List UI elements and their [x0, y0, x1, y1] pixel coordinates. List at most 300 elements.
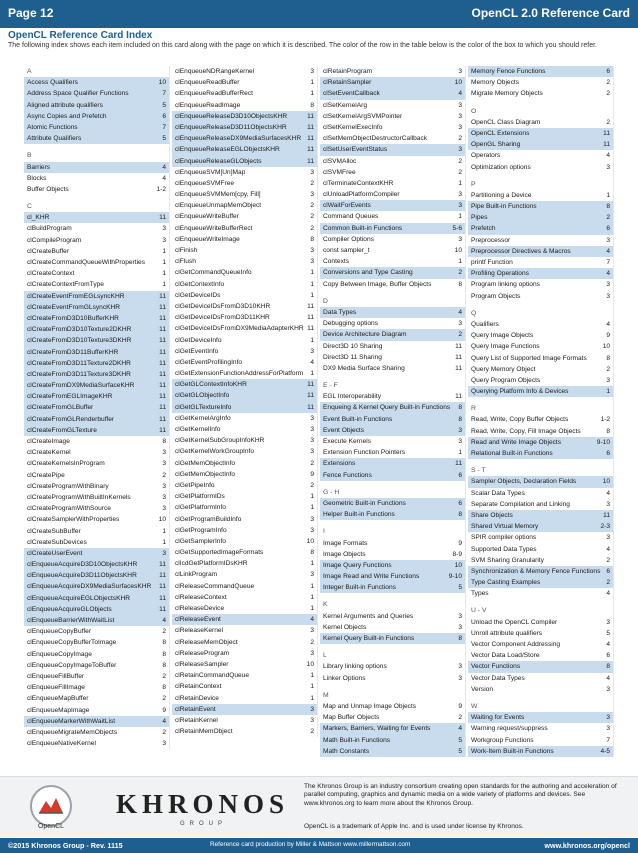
index-entry	[24, 77, 169, 88]
entry-page: 11	[455, 353, 462, 361]
entry-page: 4-5	[600, 747, 610, 755]
entry-label: Command Queues	[323, 213, 379, 221]
entry-page: 3	[606, 534, 610, 542]
entry-page: 3	[458, 320, 462, 328]
entry-label: Async Copies and Prefetch	[27, 112, 107, 120]
entry-page: 2	[458, 157, 462, 165]
entry-page: 8	[606, 663, 610, 671]
entry-label: clRetainProgram	[323, 68, 373, 75]
index-entry	[24, 537, 169, 548]
index-entry	[320, 402, 465, 413]
index-entry	[468, 414, 613, 425]
entry-page: 1	[310, 280, 314, 288]
index-entry	[320, 633, 465, 644]
index-entry	[468, 77, 613, 88]
entry-label: Integer Built-in Functions	[323, 584, 396, 592]
index-column-2	[172, 66, 318, 737]
entry-label: clEnqueueReleaseGLObjects	[175, 157, 262, 165]
entry-page: 1	[162, 527, 166, 535]
entry-page: 2	[310, 481, 314, 489]
entry-page: 11	[307, 135, 314, 143]
index-entry	[24, 223, 169, 234]
index-entry	[172, 245, 317, 256]
entry-label: clEnqueueAcquireDX9MediaSurfacesKHR	[27, 583, 152, 591]
entry-label: clGetEventInfo	[175, 347, 219, 355]
entry-label: clReleaseKernel	[175, 627, 224, 635]
index-entry	[468, 426, 613, 437]
entry-label: clEnqueueReleaseDX9MediaSurfacesKHR	[175, 135, 302, 143]
index-entry	[172, 502, 317, 513]
entry-label: clEnqueueSVMMem[cpy, Fill]	[175, 191, 261, 199]
index-entry	[172, 525, 317, 536]
entry-page: 1	[162, 259, 166, 266]
index-entry	[172, 167, 317, 178]
section-letter-label: R	[471, 405, 476, 413]
entry-label: Workgroup Functions	[471, 736, 534, 744]
entry-page: 4	[606, 641, 610, 648]
entry-label: clCreateEventFromGLsyncKHR	[27, 303, 121, 311]
entry-label: clGetMemObjectInfo	[175, 470, 236, 478]
entry-label: clCreateFromGLTexture	[27, 426, 97, 434]
index-entry	[24, 347, 169, 358]
index-entry	[24, 88, 169, 99]
entry-label: clEnqueueMigrateMemObjects	[27, 728, 118, 736]
entry-page: 4	[606, 247, 610, 255]
index-entry	[468, 235, 613, 246]
index-entry	[320, 178, 465, 189]
entry-page: 9	[162, 706, 166, 714]
entry-page: 1	[310, 694, 314, 702]
entry-page: 4	[606, 152, 610, 160]
entry-label: Scalar Data Types	[471, 489, 525, 497]
entry-label: clReleaseCommandQueue	[175, 582, 255, 590]
entry-page: 8	[162, 650, 166, 658]
entry-label: Kernel Arguments and Queries	[323, 612, 414, 620]
index-entry	[468, 246, 613, 257]
section-letter	[468, 106, 613, 117]
index-entry	[468, 330, 613, 341]
index-entry	[320, 211, 465, 222]
index-entry	[320, 256, 465, 267]
entry-label: clCreateProgramWithBinary	[27, 482, 109, 490]
entry-label: Data Types	[323, 308, 357, 316]
entry-label: clEnqueueFillBuffer	[27, 672, 85, 680]
index-entry	[172, 379, 317, 390]
index-entry	[172, 402, 317, 413]
index-entry	[172, 413, 317, 424]
index-entry	[320, 267, 465, 278]
index-entry	[24, 593, 169, 604]
entry-page: 5	[458, 736, 462, 744]
entry-label: Atomic Functions	[27, 123, 78, 131]
entry-label: clEnqueueNDRangeKernel	[175, 68, 255, 75]
entry-label: Read and Write Image Objects	[471, 438, 562, 446]
entry-page: 3	[162, 236, 166, 244]
entry-label: clEnqueueCopyBufferToImage	[27, 639, 117, 647]
index-entry	[468, 88, 613, 99]
entry-label: Math Built-in Functions	[323, 736, 391, 744]
entry-page: 2	[606, 214, 610, 222]
section-letter	[468, 605, 613, 616]
trademark-note: OpenCL is a trademark of Apple Inc. and is used under license by Khronos.	[304, 823, 524, 830]
entry-label: Map and Unmap Image Objects	[323, 702, 417, 710]
index-entry	[320, 436, 465, 447]
index-entry	[172, 111, 317, 122]
index-entry	[320, 329, 465, 340]
entry-page: 11	[307, 157, 314, 165]
index-entry	[172, 346, 317, 357]
index-entry	[468, 437, 613, 448]
index-entry	[172, 458, 317, 469]
entry-label: Buffer Objects	[27, 185, 69, 193]
entry-page: 3	[606, 236, 610, 244]
index-entry	[468, 375, 613, 386]
entry-label: clEnqueueWriteImage	[175, 235, 240, 243]
entry-page: 1	[458, 179, 462, 187]
entry-page: 9	[310, 470, 314, 478]
index-entry	[24, 570, 169, 581]
index-entry	[24, 358, 169, 369]
entry-label: clCreateContext	[27, 270, 75, 278]
index-entry	[24, 414, 169, 425]
entry-page: 2	[162, 728, 166, 736]
entry-label: Address Space Qualifier Functions	[27, 90, 129, 98]
entry-page: 7	[162, 123, 166, 131]
entry-label: clEnqueueReadImage	[175, 101, 241, 109]
index-entry	[468, 190, 613, 201]
entry-page: 7	[606, 259, 610, 266]
entry-label: clReleaseDevice	[175, 605, 225, 612]
entry-label: Optimization options	[471, 163, 531, 171]
entry-label: SVM Sharing Granularity	[471, 556, 544, 564]
entry-page: 3	[310, 627, 314, 635]
index-entry	[468, 476, 613, 487]
entry-page: 2	[606, 118, 610, 126]
entry-label: clRetainCommandQueue	[175, 672, 250, 680]
entry-page: 2	[162, 695, 166, 703]
entry-page: 2	[162, 672, 166, 680]
entry-page: 3	[458, 623, 462, 631]
entry-label: clGetDeviceIDs	[175, 291, 221, 299]
entry-page: 3	[458, 674, 462, 682]
entry-page: 3	[458, 146, 462, 154]
entry-page: 11	[159, 326, 166, 334]
entry-label: clGetDeviceIDsFromDX9MediaAdapterKHR	[175, 325, 304, 333]
index-entry	[468, 577, 613, 588]
entry-page: 6	[162, 112, 166, 120]
index-entry	[172, 726, 317, 737]
page-header	[0, 0, 638, 28]
entry-label: clGetProgramBuildInfo	[175, 515, 242, 523]
entry-label: clSetKernelArg	[323, 101, 367, 109]
entry-label: OpenGL Sharing	[471, 141, 521, 149]
entry-label: clSetMemObjectDestructorCallback	[323, 135, 428, 143]
index-entry	[172, 614, 317, 625]
index-entry	[320, 133, 465, 144]
entry-label: clEnqueueReleaseD3D10ObjectsKHR	[175, 112, 288, 120]
index-entry	[172, 424, 317, 435]
entry-page: 11	[603, 129, 610, 137]
entry-label: clGetGLTextureInfo	[175, 403, 232, 411]
entry-label: clGetPlatformIDs	[175, 493, 225, 501]
index-entry	[172, 659, 317, 670]
entry-page: 3	[458, 123, 462, 131]
index-entry	[320, 122, 465, 133]
index-entry	[172, 368, 317, 379]
entry-label: clGetMemObjectInfo	[175, 459, 236, 467]
entry-label: Partitioning a Device	[471, 191, 532, 199]
index-entry	[172, 122, 317, 133]
section-letter-label: W	[471, 702, 478, 710]
index-entry	[24, 268, 169, 279]
entry-label: clGetDeviceIDsFromD3D11KHR	[175, 314, 270, 322]
index-entry	[172, 625, 317, 636]
index-entry	[172, 558, 317, 569]
entry-page: 11	[159, 337, 166, 345]
entry-label: clGetCommandQueueInfo	[175, 269, 252, 277]
index-entry	[172, 178, 317, 189]
website-link[interactable]: www.khronos.org/opencl	[544, 841, 630, 850]
section-letter-label: P	[471, 180, 476, 188]
index-entry	[320, 712, 465, 723]
index-entry	[320, 111, 465, 122]
entry-label: Warning request/suppress	[471, 725, 548, 733]
entry-page: 8	[310, 549, 314, 557]
entry-page: 11	[159, 292, 166, 300]
index-entry	[320, 167, 465, 178]
entry-page: 3	[310, 191, 314, 199]
index-entry	[24, 738, 169, 749]
entry-label: Migrate Memory Objects	[471, 90, 543, 98]
index-entry	[468, 268, 613, 279]
entry-page: 3	[606, 725, 610, 733]
index-entry	[24, 369, 169, 380]
page-number: Page 12	[8, 6, 54, 20]
entry-page: 1	[310, 493, 314, 501]
index-entry	[24, 279, 169, 290]
index-entry	[320, 318, 465, 329]
section-letter-label: U - V	[471, 607, 487, 615]
index-entry	[24, 402, 169, 413]
khronos-group-label: GROUP	[180, 821, 228, 827]
entry-page: 1	[310, 370, 314, 378]
entry-label: clCreatePipe	[27, 471, 65, 479]
index-entry	[468, 291, 613, 302]
section-letter	[320, 650, 465, 661]
entry-page: 9	[458, 702, 462, 710]
entry-label: Event Objects	[323, 426, 365, 434]
entry-label: Synchronization & Memory Fence Functions	[471, 567, 601, 575]
index-entry	[24, 615, 169, 626]
section-letter-label: Q	[471, 309, 477, 317]
index-entry	[468, 66, 613, 77]
entry-label: clSVMAlloc	[323, 157, 357, 165]
entry-page: 11	[159, 303, 166, 311]
entry-page: 3	[606, 500, 610, 508]
entry-label: Image Query Functions	[323, 561, 392, 569]
index-entry	[24, 492, 169, 503]
entry-page: 1	[310, 269, 314, 277]
index-entry	[172, 66, 317, 77]
index-entry	[24, 257, 169, 268]
entry-page: 1	[310, 605, 314, 612]
entry-label: clGetKernelSubGroupInfoKHR	[175, 437, 265, 445]
entry-label: Vector Data Load/Store	[471, 652, 540, 660]
index-entry	[320, 746, 465, 757]
entry-label: Waiting for Events	[471, 714, 525, 722]
entry-page: 7	[606, 736, 610, 744]
entry-label: clEnqueueCopyBuffer	[27, 628, 92, 636]
index-entry	[320, 701, 465, 712]
entry-label: clCreateSubDevices	[27, 538, 87, 546]
entry-label: Aligned attribute qualifiers	[27, 101, 103, 109]
section-letter-label: A	[27, 68, 32, 75]
entry-page: 8	[162, 661, 166, 669]
entry-page: 11	[603, 141, 610, 149]
entry-page: 9-10	[596, 438, 610, 446]
index-entry	[172, 536, 317, 547]
section-letter-label: S - T	[471, 467, 486, 475]
entry-label: Pipe Built-in Functions	[471, 203, 537, 211]
index-entry	[468, 735, 613, 746]
section-letter-label: O	[471, 107, 477, 115]
index-entry	[24, 548, 169, 559]
entry-page: 11	[159, 415, 166, 423]
entry-label: Query List of Supported Image Formats	[471, 354, 587, 362]
entry-page: 3	[606, 714, 610, 722]
entry-page: 3	[162, 449, 166, 457]
index-entry	[172, 256, 317, 267]
section-letter	[320, 487, 465, 498]
entry-page: 11	[159, 359, 166, 367]
entry-page: 3	[162, 460, 166, 468]
entry-page: 4	[606, 270, 610, 278]
entry-page: 1	[606, 388, 610, 396]
entry-page: 8	[606, 354, 610, 362]
opencl-label: OpenCL	[37, 823, 65, 830]
index-entry	[468, 588, 613, 599]
index-entry	[320, 341, 465, 352]
index-entry	[320, 470, 465, 481]
entry-page: 1	[310, 672, 314, 680]
index-entry	[468, 448, 613, 459]
index-entry	[24, 122, 169, 133]
index-entry	[24, 313, 169, 324]
entry-label: clGetSamplerInfo	[175, 537, 226, 545]
index-entry	[320, 549, 465, 560]
index-entry	[172, 446, 317, 457]
entry-label: Execute Kernels	[323, 438, 372, 445]
entry-page: 10	[158, 516, 166, 524]
entry-label: clReleaseContext	[175, 593, 227, 601]
section-letter-label: G - H	[323, 488, 340, 496]
index-entry	[172, 144, 317, 155]
entry-label: clEnqueueReleaseEGLObjectsKHR	[175, 146, 280, 154]
entry-page: 11	[159, 404, 166, 412]
entry-label: clGetContextInfo	[175, 280, 225, 288]
entry-page: 4	[606, 674, 610, 682]
index-intro: The following index shows each item included on this card along with the page on which it is described. The color of the row in the table below is the color of the box to which you should refer.	[8, 42, 597, 49]
entry-page: 11	[307, 112, 314, 120]
entry-page: 3	[458, 68, 462, 75]
entry-label: clEnqueueWriteBuffer	[175, 213, 239, 221]
index-entry	[172, 648, 317, 659]
entry-page: 11	[159, 572, 166, 580]
entry-page: 1	[310, 79, 314, 87]
index-entry	[320, 66, 465, 77]
entry-page: 1	[310, 560, 314, 568]
index-entry	[468, 746, 613, 757]
entry-label: clGetSupportedImageFormats	[175, 549, 264, 557]
index-entry	[468, 521, 613, 532]
entry-page: 11	[159, 594, 166, 602]
entry-label: clEnqueueMapBuffer	[27, 695, 89, 703]
section-letter	[320, 380, 465, 391]
entry-page: 4	[162, 717, 166, 725]
entry-page: 3	[606, 618, 610, 626]
entry-page: 2	[310, 202, 314, 210]
entry-label: clRetainDevice	[175, 694, 219, 702]
entry-page: 3	[162, 549, 166, 557]
entry-label: Supported Data Types	[471, 545, 537, 553]
index-entry	[468, 544, 613, 555]
entry-label: clCreateKernelsInProgram	[27, 460, 105, 468]
entry-page: 5	[458, 747, 462, 755]
entry-label: clIcdGetPlatformIDsKHR	[175, 560, 248, 568]
entry-page: 3	[310, 448, 314, 456]
entry-page: 3	[310, 426, 314, 433]
entry-label: Image Formats	[323, 539, 368, 547]
entry-label: clRetainSampler	[323, 79, 372, 87]
entry-label: Math Constants	[323, 747, 370, 755]
entry-label: clEnqueueAcquireD3D10ObjectsKHR	[27, 561, 138, 569]
index-entry	[468, 257, 613, 268]
index-entry	[24, 649, 169, 660]
entry-label: Direct3D 10 Sharing	[323, 342, 383, 350]
entry-page: 8	[606, 203, 610, 211]
entry-label: Program linking options	[471, 281, 540, 289]
entry-label: clFlush	[175, 258, 196, 266]
entry-page: 4	[310, 616, 314, 624]
entry-label: clSetKernelArgSVMPointer	[323, 112, 403, 120]
index-entry	[172, 77, 317, 88]
index-entry	[320, 661, 465, 672]
entry-label: clRetainMemObject	[175, 728, 233, 736]
entry-page: 3	[458, 101, 462, 109]
entry-page: 1	[162, 538, 166, 546]
index-entry	[172, 670, 317, 681]
entry-page: 5	[162, 135, 166, 143]
entry-label: clCreateFromD3D11Texture3DKHR	[27, 370, 131, 378]
entry-label: Contexts	[323, 258, 350, 266]
entry-label: Query Image Objects	[471, 332, 534, 340]
index-entry	[320, 735, 465, 746]
entry-page: 8	[458, 280, 462, 288]
index-entry	[24, 335, 169, 346]
entry-label: clSVMFree	[323, 168, 356, 176]
entry-label: OpenCL Extensions	[471, 129, 530, 137]
entry-label: Copy Between Image, Buffer Objects	[323, 280, 432, 288]
index-entry	[320, 279, 465, 290]
entry-page: 11	[159, 561, 166, 569]
entry-label: clGetEventProfilingInfo	[175, 358, 243, 366]
entry-label: Qualifiers	[471, 320, 499, 328]
entry-page: 3	[310, 347, 314, 355]
entry-page: 2	[310, 728, 314, 736]
entry-label: Enqueing & Kernel Query Built-in Functions	[323, 404, 451, 412]
entry-label: Linker Options	[323, 674, 366, 682]
entry-label: clCreateSubBuffer	[27, 527, 81, 535]
